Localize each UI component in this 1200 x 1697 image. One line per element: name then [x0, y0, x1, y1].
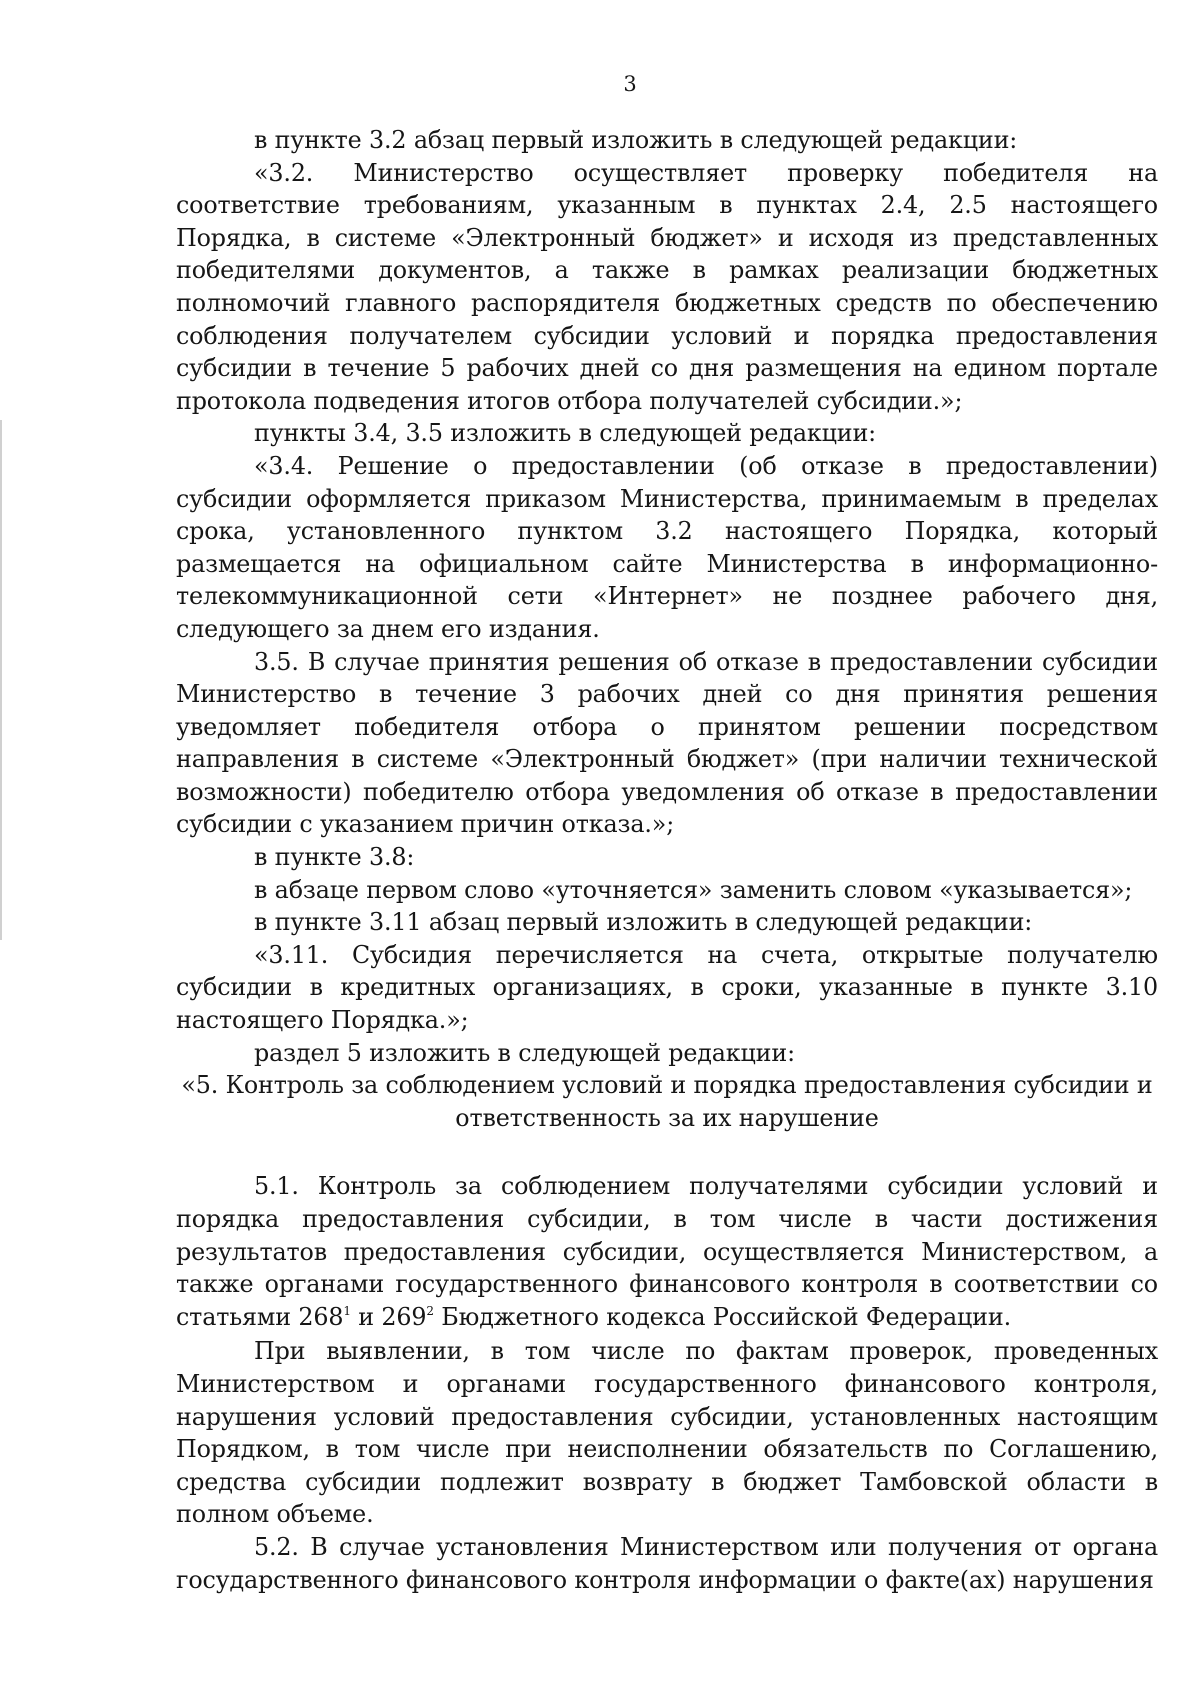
paragraph-3-2: «3.2. Министерство осуществляет проверку победителя на соответствие требованиям, указанным в пунктах 2.4, 2.5 настоящего Порядка, в системе «Электронный бюджет» и исходя из представленных победителями документов, а также в рамках реализации бюджетных полномочий главного распорядителя бюджетных средств по обеспечению соблюдения получателем субсидии условий и порядка предоставления субсидии в течение 5 рабочих дней со дня размещения на едином портале протокола подведения итогов отбора получателей субсидии.»;	[176, 158, 1158, 415]
page-number: 3	[623, 72, 637, 96]
footnote-superscript: 1	[343, 1303, 351, 1318]
paragraph-amend-3-8-detail: в абзаце первом слово «уточняется» заменить словом «указывается»;	[254, 875, 1133, 904]
section-5-heading-line2: ответственность за их нарушение	[455, 1103, 879, 1132]
paragraph-amend-3-2-intro: в пункте 3.2 абзац первый изложить в следующей редакции:	[254, 126, 1018, 154]
paragraph-5-1-text: 5.1. Контроль за соблюдением получателями субсидии условий и порядка предоставления субсидии, в том числе в части достижения результатов предоставления субсидии, осуществляется Министерством, а также органами государственного финансового контроля в соответствии со статьями 268	[176, 1172, 1158, 1331]
paragraph-3-4: «3.4. Решение о предоставлении (об отказе в предоставлении) субсидии оформляется приказом Министерства, принимаемым в пределах срока, установленного пунктом 3.2 настоящего Порядка, который размещается на официальном сайте Министерства в информационно-телекоммуникационной сети «Интернет» не позднее рабочего дня, следующего за днем его издания.	[176, 451, 1158, 643]
paragraph-amend-3-8-intro: в пункте 3.8:	[254, 843, 415, 872]
paragraph-5-1	[176, 1170, 1158, 1333]
scan-edge-artifact	[0, 420, 2, 940]
paragraph-5-1-end: Бюджетного кодекса Российской Федерации.	[433, 1302, 1011, 1331]
paragraph-3-5: 3.5. В случае принятия решения об отказе в предоставлении субсидии Министерство в течение 3 рабочих дней со дня принятия решения уведомляет победителя отбора о принятом решении посредством направления в системе «Электронный бюджет» (при наличии технической возможности) победителю отбора уведомления об отказе в предоставлении субсидии с указанием причин отказа.»;	[176, 647, 1158, 839]
footnote-superscript: 2	[426, 1303, 434, 1318]
document-body	[176, 124, 1158, 1596]
paragraph-3-11: «3.11. Субсидия перечисляется на счета, открытые получателю субсидии в кредитных организациях, в сроки, указанные в пункте 3.10 настоящего Порядка.»;	[176, 940, 1158, 1035]
paragraph-amend-section-5-intro: раздел 5 изложить в следующей редакции:	[254, 1038, 795, 1067]
spacer	[176, 1134, 1158, 1170]
paragraph-5-2: 5.2. В случае установления Министерством или получения от органа государственного финансового контроля информации о факте(ах) нарушения	[176, 1532, 1158, 1594]
section-5-heading	[176, 1069, 1158, 1134]
paragraph-5-1-conjunction: и 269	[350, 1302, 427, 1331]
section-5-heading-line1: «5. Контроль за соблюдением условий и порядка предоставления субсидии и	[181, 1071, 1153, 1100]
paragraph-amend-3-4-3-5-intro: пункты 3.4, 3.5 изложить в следующей редакции:	[254, 419, 877, 448]
paragraph-5-1-violations: При выявлении, в том числе по фактам проверок, проведенных Министерством и органами государственного финансового контроля, нарушения условий предоставления субсидии, установленных настоящим Порядком, в том числе при неисполнении обязательств по Соглашению, средства субсидии подлежит возврату в бюджет Тамбовской области в полном объеме.	[176, 1337, 1158, 1529]
paragraph-amend-3-11-intro: в пункте 3.11 абзац первый изложить в следующей редакции:	[254, 908, 1033, 937]
